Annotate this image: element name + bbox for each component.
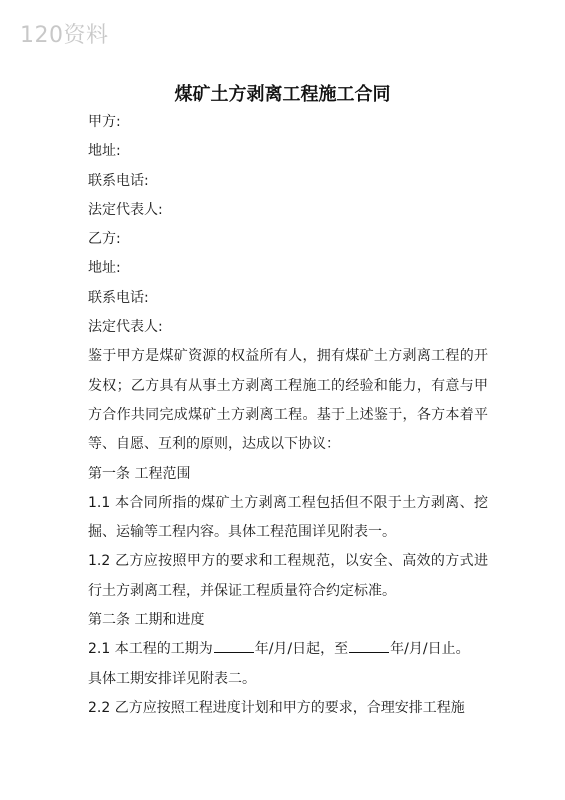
party-b-phone: 联系电话: (88, 289, 149, 306)
party-b-rep: 法定代表人: (88, 319, 163, 336)
clause-2-1 (88, 635, 488, 664)
party-a-rep: 法定代表人: (88, 201, 163, 218)
end-date-blank (349, 639, 389, 653)
article-2-heading: 第二条 工期和进度 (88, 612, 205, 629)
watermark: 120资料 (20, 23, 109, 48)
party-b-address: 地址: (88, 260, 121, 277)
clause-1-2: 1.2 乙方应按照甲方的要求和工程规范，以安全、高效的方式进行土方剥离工程，并保证工程质量符合约定标准。 (88, 553, 488, 599)
clause-2-2: 2.2 乙方应按照工程进度计划和甲方的要求，合理安排工程施 (88, 699, 465, 716)
start-date-blank (214, 639, 254, 653)
clause-1-1: 1.1 本合同所指的煤矿土方剥离工程包括但不限于土方剥离、挖掘、运输等工程内容。具体工程范围详见附表一。 (88, 494, 488, 541)
clause-2-1-mid: 年/月/日起，至 (254, 641, 349, 658)
clause-2-1-end: 年/月/日止。 (390, 641, 470, 658)
document-title: 煤矿土方剥离工程施工合同 (174, 84, 391, 105)
party-a-phone: 联系电话: (88, 172, 149, 189)
party-a-label: 甲方: (88, 114, 121, 130)
party-a-address: 地址: (88, 143, 121, 160)
clause-2-1-schedule: 具体工期安排详见附表二。 (88, 670, 256, 687)
party-b-label: 乙方: (88, 231, 121, 248)
article-1-heading: 第一条 工程范围 (88, 465, 191, 482)
preamble-paragraph: 鉴于甲方是煤矿资源的权益所有人，拥有煤矿土方剥离工程的开发权；乙方具有从事土方剥离工程施工的经验和能力，有意与甲方合作共同完成煤矿土方剥离工程。基于上述鉴于，各方本着平等、自愿、互利的原则，达成以下协议： (88, 348, 488, 453)
contract-body (88, 108, 488, 723)
clause-2-1-start: 2.1 本工程的工期为 (88, 641, 213, 658)
